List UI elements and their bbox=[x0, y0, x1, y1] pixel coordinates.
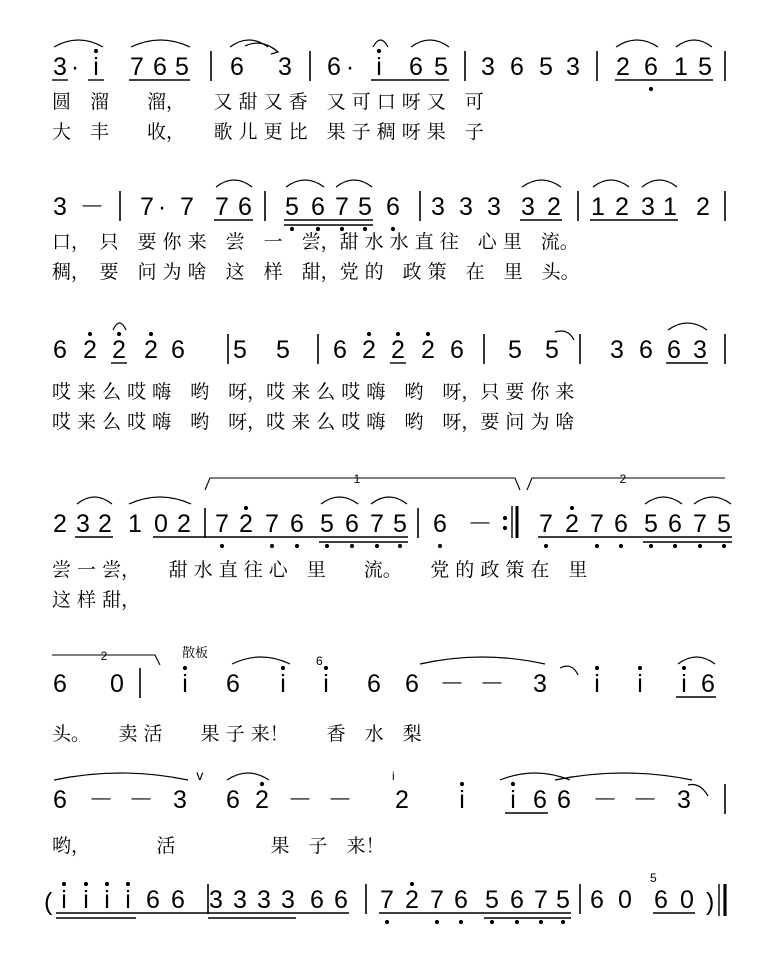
note: 6 bbox=[644, 53, 658, 81]
low-octave-dot bbox=[435, 920, 439, 924]
note: 5 bbox=[320, 510, 334, 538]
note: 3 bbox=[693, 336, 707, 364]
grace-note: 5 bbox=[650, 871, 657, 885]
note: i bbox=[323, 670, 329, 698]
note: 6 bbox=[345, 510, 359, 538]
note: 5 bbox=[175, 53, 189, 81]
note: 3 bbox=[53, 193, 67, 221]
note: i bbox=[594, 670, 600, 698]
note: 0 bbox=[110, 670, 124, 698]
dash-extension: － bbox=[327, 786, 353, 814]
note: 1 bbox=[674, 53, 688, 81]
slur-arc bbox=[373, 40, 388, 47]
high-octave-dot bbox=[511, 782, 515, 786]
augmentation-dot: · bbox=[157, 193, 167, 221]
note: 7 bbox=[534, 886, 548, 914]
augmentation-dot: · bbox=[70, 53, 80, 81]
low-octave-dot bbox=[722, 544, 726, 548]
note: 5 bbox=[485, 886, 499, 914]
note: 0 bbox=[680, 886, 694, 914]
note: 3 bbox=[278, 53, 292, 81]
note: 6 bbox=[238, 193, 252, 221]
note: 7 bbox=[380, 886, 394, 914]
note: 7 bbox=[430, 886, 444, 914]
note: 2 bbox=[391, 336, 405, 364]
note: 2 bbox=[362, 336, 376, 364]
note: 2 bbox=[615, 193, 629, 221]
high-octave-dot bbox=[426, 332, 430, 336]
note: 7 bbox=[693, 510, 707, 538]
low-octave-dot bbox=[325, 544, 329, 548]
note: 6 bbox=[405, 670, 419, 698]
note: 7 bbox=[539, 510, 553, 538]
slur-arc bbox=[642, 180, 677, 187]
slur-arc bbox=[77, 497, 112, 504]
close-parenthesis: ) bbox=[706, 888, 715, 916]
volta-1-bracket bbox=[205, 478, 520, 490]
low-octave-dot bbox=[561, 920, 565, 924]
slur-arc bbox=[371, 497, 407, 504]
note: 5 bbox=[556, 886, 570, 914]
note: 6 bbox=[171, 336, 185, 364]
note: 3 bbox=[53, 53, 67, 81]
low-octave-dot bbox=[270, 544, 274, 548]
note: 1 bbox=[128, 510, 142, 538]
note: 5 bbox=[508, 336, 522, 364]
note: 6 bbox=[590, 886, 604, 914]
note: 7 bbox=[335, 193, 349, 221]
slur-arc bbox=[645, 497, 682, 504]
low-octave-dot bbox=[698, 544, 702, 548]
glide-mark bbox=[688, 784, 708, 796]
note: i bbox=[125, 886, 131, 914]
note: 2 bbox=[98, 510, 112, 538]
low-octave-dot bbox=[438, 544, 442, 548]
dash-extension: － bbox=[88, 786, 114, 814]
dash-extension: － bbox=[439, 670, 465, 698]
slur-arc bbox=[593, 180, 629, 187]
slur-arc bbox=[522, 180, 561, 187]
dash-extension: － bbox=[287, 786, 313, 814]
high-octave-dot bbox=[281, 666, 285, 670]
slur-arc bbox=[232, 657, 290, 664]
note: 6 bbox=[230, 53, 244, 81]
low-octave-dot bbox=[673, 544, 677, 548]
slur-arc bbox=[411, 40, 449, 47]
note: 3 bbox=[431, 193, 445, 221]
breath-mark: v bbox=[196, 769, 204, 784]
note: 7 bbox=[180, 193, 194, 221]
note: 2 bbox=[547, 193, 561, 221]
note: 5 bbox=[717, 510, 731, 538]
note: 2 bbox=[405, 886, 419, 914]
note: i bbox=[280, 670, 286, 698]
note: 6 bbox=[333, 336, 347, 364]
high-octave-dot bbox=[367, 332, 371, 336]
note: 3 bbox=[533, 670, 547, 698]
note: 3 bbox=[257, 886, 271, 914]
low-octave-dot bbox=[539, 920, 543, 924]
low-octave-dot bbox=[544, 544, 548, 548]
note: 3 bbox=[487, 193, 501, 221]
note: 6 bbox=[327, 53, 341, 81]
volta-2-label: 2 bbox=[100, 649, 108, 663]
low-octave-dot bbox=[385, 920, 389, 924]
low-octave-dot bbox=[515, 920, 519, 924]
low-octave-dot bbox=[619, 544, 623, 548]
note: 3 bbox=[566, 53, 580, 81]
dash-extension: － bbox=[632, 786, 658, 814]
note: i bbox=[182, 670, 188, 698]
slur-arc bbox=[54, 773, 188, 780]
glide-mark bbox=[560, 666, 578, 675]
note: 3 bbox=[481, 53, 495, 81]
note: 2 bbox=[239, 510, 253, 538]
note: 6 bbox=[533, 786, 547, 814]
slur-arc bbox=[54, 40, 103, 47]
lyric-line: 稠， 要 问 为 啥 这 样 甜，党 的 政 策 在 里 头。 bbox=[52, 261, 580, 283]
note: i bbox=[637, 670, 643, 698]
note: 3 bbox=[233, 886, 247, 914]
glide-arrow bbox=[271, 48, 278, 54]
note: 6 bbox=[53, 670, 67, 698]
note: 2 bbox=[395, 786, 409, 814]
high-octave-dot bbox=[94, 49, 98, 53]
slur-arc bbox=[420, 657, 545, 664]
note: 5 bbox=[545, 336, 559, 364]
note: 5 bbox=[393, 510, 407, 538]
note: 6 bbox=[146, 886, 160, 914]
low-octave-dot bbox=[295, 544, 299, 548]
high-octave-dot bbox=[595, 666, 599, 670]
high-octave-dot bbox=[126, 882, 130, 886]
note: 6 bbox=[454, 886, 468, 914]
note: 3 bbox=[173, 786, 187, 814]
note: 5 bbox=[233, 336, 247, 364]
high-octave-dot bbox=[84, 882, 88, 886]
note: 6 bbox=[639, 336, 653, 364]
note: 6 bbox=[409, 53, 423, 81]
augmentation-dot: · bbox=[345, 53, 355, 81]
note: 5 bbox=[434, 53, 448, 81]
note: i bbox=[104, 886, 110, 914]
glide-mark bbox=[245, 43, 278, 52]
high-octave-dot bbox=[183, 666, 187, 670]
high-octave-dot bbox=[410, 882, 414, 886]
low-octave-dot bbox=[649, 544, 653, 548]
lyric-line: 哎 来 么 哎 嗨 哟 呀，哎 来 么 哎 嗨 哟 呀，只 要 你 来 bbox=[52, 381, 575, 403]
note: 6 bbox=[310, 886, 324, 914]
high-octave-dot bbox=[682, 666, 686, 670]
note: 1 bbox=[663, 193, 677, 221]
repeat-dot bbox=[503, 516, 507, 520]
note: 2 bbox=[144, 336, 158, 364]
slur-arc bbox=[286, 180, 324, 187]
note: 7 bbox=[140, 193, 154, 221]
volta-2-label: 2 bbox=[619, 472, 627, 486]
note: 6 bbox=[510, 53, 524, 81]
note: 6 bbox=[171, 886, 185, 914]
note: 6 bbox=[386, 193, 400, 221]
note: 3 bbox=[521, 193, 535, 221]
note: 2 bbox=[53, 510, 67, 538]
high-octave-dot bbox=[260, 782, 264, 786]
lyric-line: 哟， 活 果 子 来！ bbox=[52, 835, 385, 857]
high-octave-dot bbox=[62, 882, 66, 886]
slur-arc bbox=[131, 40, 190, 47]
note: 3 bbox=[459, 193, 473, 221]
note: 6 bbox=[226, 786, 240, 814]
note: 6 bbox=[450, 336, 464, 364]
lyric-line: 哎 来 么 哎 嗨 哟 呀，哎 来 么 哎 嗨 哟 呀，要 问 为 啥 bbox=[52, 411, 575, 433]
note: 6 bbox=[226, 670, 240, 698]
slur-arc bbox=[321, 497, 358, 504]
high-octave-dot bbox=[105, 882, 109, 886]
note: 7 bbox=[370, 510, 384, 538]
slur-arc bbox=[227, 773, 269, 780]
lyric-line: 尝 一 尝， 甜 水 直 往 心 里 流。 党 的 政 策 在 里 bbox=[52, 559, 588, 581]
slur-arc bbox=[113, 323, 126, 330]
note: 2 bbox=[255, 786, 269, 814]
high-octave-dot bbox=[460, 782, 464, 786]
note: 3 bbox=[610, 336, 624, 364]
high-octave-dot bbox=[638, 666, 642, 670]
note: 5 bbox=[285, 193, 299, 221]
note: 6 bbox=[654, 886, 668, 914]
note: 2 bbox=[83, 336, 97, 364]
note: 6 bbox=[433, 510, 447, 538]
slur-arc bbox=[216, 180, 252, 187]
note: i bbox=[61, 886, 67, 914]
grace-note: i bbox=[392, 769, 395, 783]
dash-extension: － bbox=[592, 786, 618, 814]
note: 6 bbox=[668, 510, 682, 538]
high-octave-dot bbox=[117, 332, 121, 336]
slur-arc bbox=[668, 323, 707, 330]
note: 0 bbox=[618, 886, 632, 914]
high-octave-dot bbox=[396, 332, 400, 336]
note: 2 bbox=[421, 336, 435, 364]
note: 3 bbox=[76, 510, 90, 538]
slur-arc bbox=[555, 773, 692, 780]
lyric-line: 这 样 甜， bbox=[52, 589, 141, 611]
low-octave-dot bbox=[649, 87, 653, 91]
lyric-line: 大 丰 收， 歌 儿 更 比 果 子 稠 呀 果 子 bbox=[52, 121, 484, 143]
dash-extension: － bbox=[479, 670, 505, 698]
slur-arc bbox=[678, 657, 715, 664]
low-octave-dot bbox=[375, 544, 379, 548]
low-octave-dot bbox=[490, 920, 494, 924]
note: 7 bbox=[130, 53, 144, 81]
note: 3 bbox=[641, 193, 655, 221]
note: i bbox=[459, 786, 465, 814]
slur-arc bbox=[129, 497, 191, 504]
dash-extension: － bbox=[467, 510, 493, 538]
note: 0 bbox=[154, 510, 168, 538]
dash-extension: － bbox=[79, 193, 105, 221]
note: 5 bbox=[698, 53, 712, 81]
high-octave-dot bbox=[149, 332, 153, 336]
note: 5 bbox=[539, 53, 553, 81]
note: 6 bbox=[53, 786, 67, 814]
high-octave-dot bbox=[324, 666, 328, 670]
note: 2 bbox=[696, 193, 710, 221]
note: 6 bbox=[701, 670, 715, 698]
note: 6 bbox=[290, 510, 304, 538]
high-octave-dot bbox=[377, 49, 381, 53]
dash-extension: － bbox=[128, 786, 154, 814]
note: 5 bbox=[276, 336, 290, 364]
high-octave-dot bbox=[570, 506, 574, 510]
low-octave-dot bbox=[398, 544, 402, 548]
note: 2 bbox=[616, 53, 630, 81]
note: 7 bbox=[215, 510, 229, 538]
note: i bbox=[83, 886, 89, 914]
note: 2 bbox=[112, 336, 126, 364]
open-parenthesis: ( bbox=[44, 888, 53, 916]
slur-arc bbox=[336, 180, 372, 187]
note: 2 bbox=[177, 510, 191, 538]
repeat-dot bbox=[503, 526, 507, 530]
lyric-line: 头。 卖 活 果 子 来！ 香 水 梨 bbox=[52, 723, 422, 745]
note: 3 bbox=[209, 886, 223, 914]
note: 6 bbox=[667, 336, 681, 364]
note: i bbox=[681, 670, 687, 698]
note: 7 bbox=[590, 510, 604, 538]
note: 3 bbox=[281, 886, 295, 914]
note: 6 bbox=[311, 193, 325, 221]
note: 7 bbox=[215, 193, 229, 221]
note: 6 bbox=[614, 510, 628, 538]
high-octave-dot bbox=[244, 506, 248, 510]
note: 5 bbox=[358, 193, 372, 221]
note: 1 bbox=[591, 193, 605, 221]
note: 6 bbox=[334, 886, 348, 914]
slur-arc bbox=[616, 40, 658, 47]
high-octave-dot bbox=[88, 332, 92, 336]
note: 7 bbox=[265, 510, 279, 538]
volta-1-label: 1 bbox=[353, 472, 361, 486]
low-octave-dot bbox=[595, 544, 599, 548]
note: 6 bbox=[153, 53, 167, 81]
low-octave-dot bbox=[350, 544, 354, 548]
lyric-line: 口， 只 要 你 来 尝 一 尝，甜 水 水 直 往 心 里 流。 bbox=[52, 231, 579, 253]
low-octave-dot bbox=[220, 544, 224, 548]
note: 6 bbox=[510, 886, 524, 914]
slur-arc bbox=[676, 40, 712, 47]
slur-arc bbox=[694, 497, 731, 504]
note: 3 bbox=[677, 786, 691, 814]
note: 6 bbox=[53, 336, 67, 364]
low-octave-dot bbox=[459, 920, 463, 924]
note: 5 bbox=[644, 510, 658, 538]
note: 2 bbox=[565, 510, 579, 538]
grace-note: 6 bbox=[316, 654, 323, 668]
note: 6 bbox=[367, 670, 381, 698]
note: i bbox=[376, 53, 382, 81]
note: i bbox=[93, 53, 99, 81]
tempo-marking: 散板 bbox=[182, 646, 209, 661]
note: 6 bbox=[557, 786, 571, 814]
note: i bbox=[510, 786, 516, 814]
lyric-line: 圆 溜 溜， 又 甜 又 香 又 可 口 呀 又 可 bbox=[52, 91, 484, 113]
